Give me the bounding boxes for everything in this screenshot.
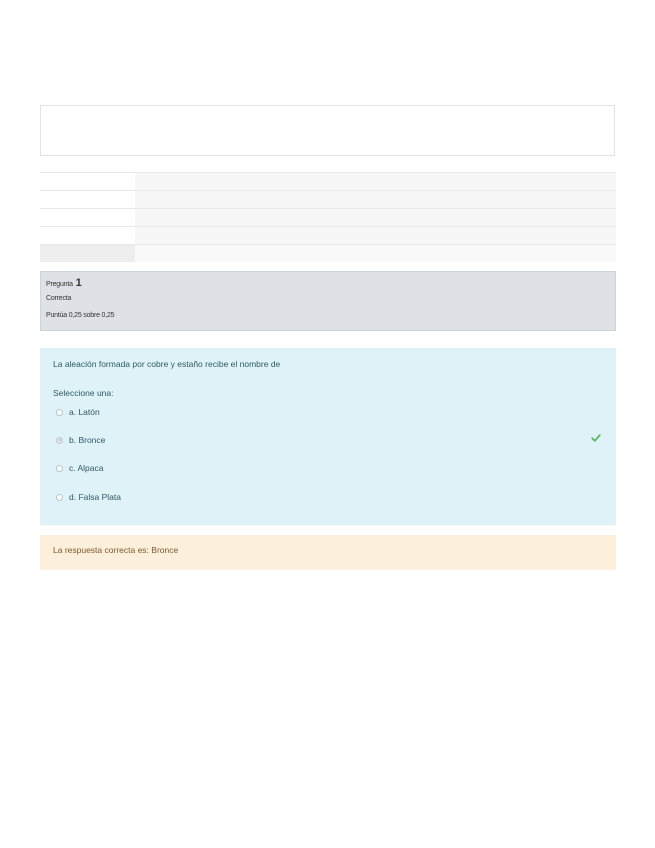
summary-row-cell bbox=[135, 245, 616, 262]
summary-row bbox=[40, 226, 616, 244]
right-answer-text: La respuesta correcta es: Bronce bbox=[53, 545, 179, 555]
answer-label-d: d. Falsa Plata bbox=[69, 492, 121, 502]
summary-row-header bbox=[40, 209, 135, 226]
summary-row-header bbox=[40, 227, 135, 244]
summary-row-cell bbox=[135, 209, 616, 226]
summary-row-cell bbox=[135, 173, 616, 190]
answer-radio-c[interactable] bbox=[56, 465, 63, 472]
answer-option-a[interactable] bbox=[56, 405, 601, 419]
summary-row-cell bbox=[135, 227, 616, 244]
summary-row bbox=[40, 244, 616, 262]
answer-prompt: Seleccione una: bbox=[53, 388, 114, 398]
question-grade: Puntúa 0,25 sobre 0,25 bbox=[46, 312, 115, 319]
question-text: La aleación formada por cobre y estaño recibe el nombre de bbox=[53, 359, 281, 369]
summary-row bbox=[40, 172, 616, 190]
summary-row-header bbox=[40, 191, 135, 208]
answer-label-c: c. Alpaca bbox=[69, 463, 104, 473]
question-formulation bbox=[40, 348, 616, 525]
answer-option-b[interactable] bbox=[56, 433, 601, 447]
question-outcome bbox=[40, 535, 616, 570]
check-icon bbox=[591, 433, 601, 443]
summary-row-header bbox=[40, 173, 135, 190]
summary-row bbox=[40, 190, 616, 208]
answer-label-b: b. Bronce bbox=[69, 435, 106, 445]
answer-radio-a[interactable] bbox=[56, 409, 63, 416]
review-header-box bbox=[40, 105, 615, 156]
question-info bbox=[40, 271, 616, 331]
answer-radio-d[interactable] bbox=[56, 494, 63, 501]
answer-label-a: a. Latón bbox=[69, 407, 100, 417]
summary-row-cell bbox=[135, 191, 616, 208]
answer-radio-b[interactable] bbox=[56, 437, 63, 444]
question-state: Correcta bbox=[46, 295, 72, 302]
answer-option-c[interactable] bbox=[56, 461, 601, 475]
summary-row bbox=[40, 208, 616, 226]
answer-option-d[interactable] bbox=[56, 490, 601, 504]
question-label: Pregunta bbox=[46, 281, 73, 288]
summary-row-header bbox=[40, 245, 135, 262]
review-summary-table bbox=[40, 172, 616, 262]
question-number-line bbox=[46, 276, 610, 290]
question-number: 1 bbox=[75, 277, 82, 289]
